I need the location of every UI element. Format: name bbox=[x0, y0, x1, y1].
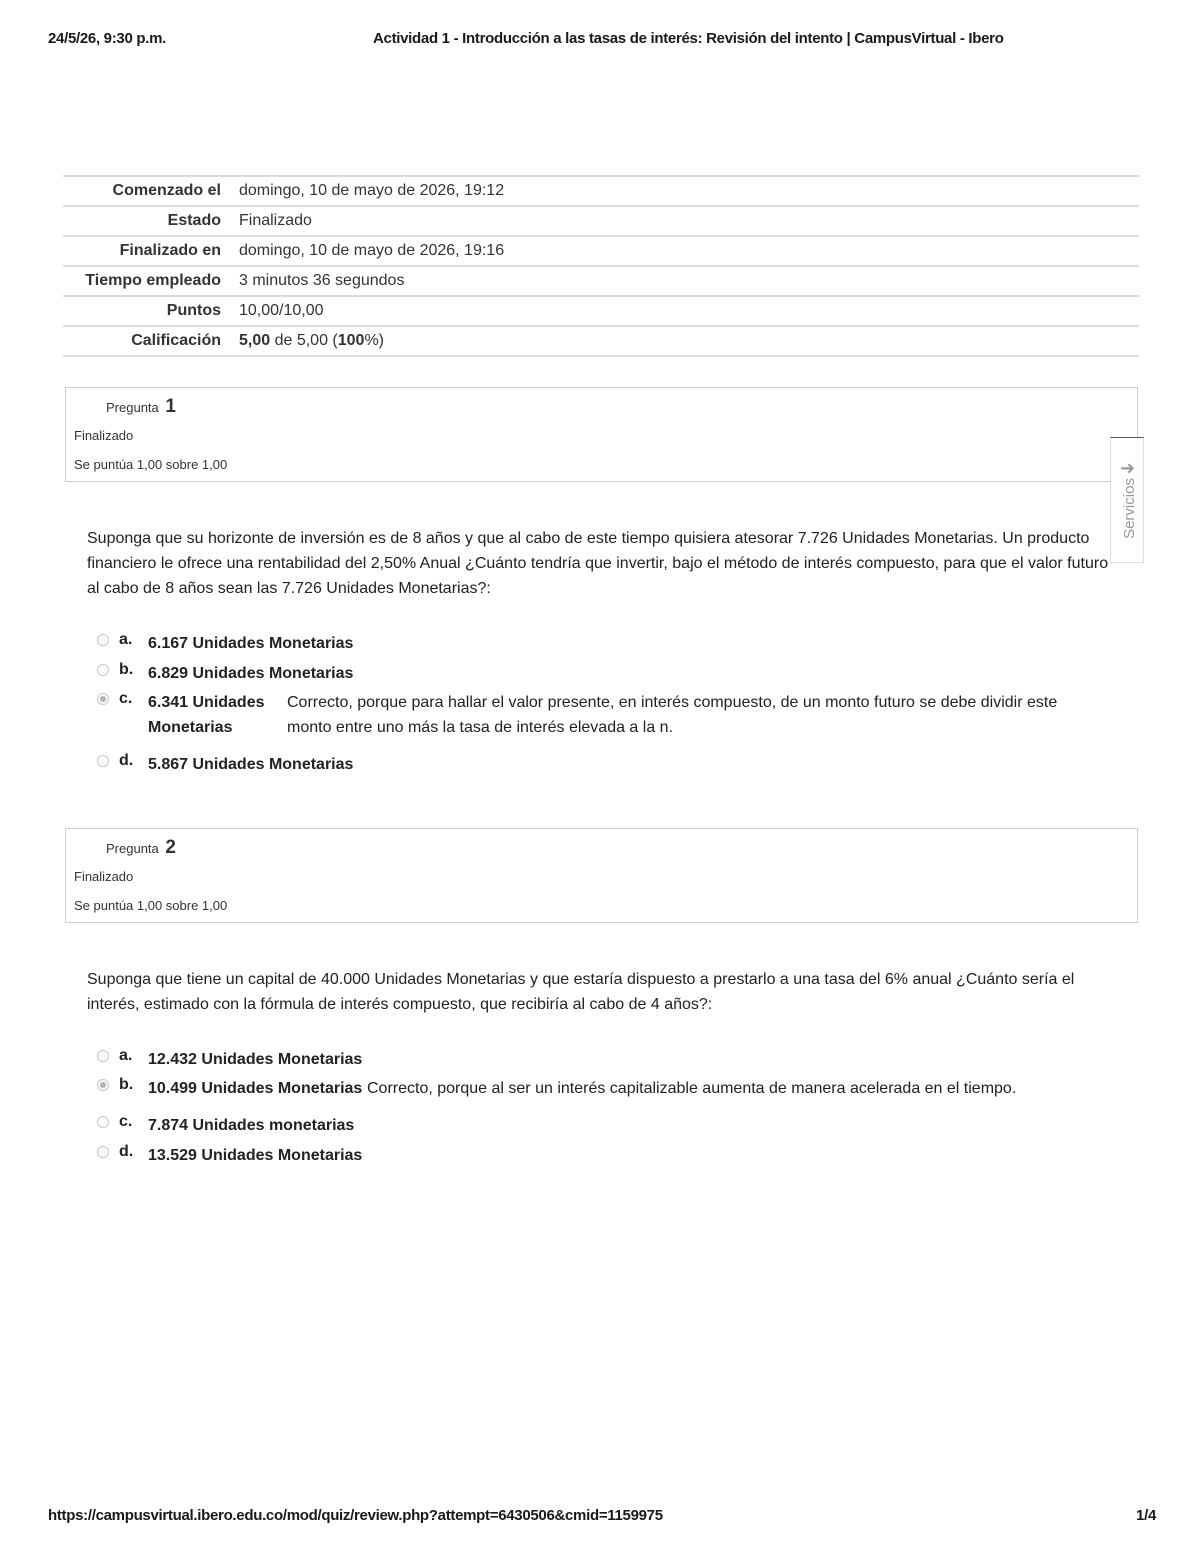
print-page-number: 1/4 bbox=[1136, 1507, 1156, 1524]
question-label: Pregunta bbox=[106, 841, 159, 856]
summary-row-grade bbox=[63, 326, 1139, 356]
answer-text: 7.874 Unidades monetarias bbox=[148, 1117, 355, 1134]
radio-button[interactable] bbox=[97, 755, 109, 767]
summary-label: Calificación bbox=[131, 332, 221, 349]
summary-row-state bbox=[63, 206, 1139, 236]
answer-feedback: Correcto, porque al ser un interés capitalizable aumenta de manera acelerada en el tiempo. bbox=[367, 1080, 1017, 1097]
summary-label: Finalizado en bbox=[119, 242, 221, 259]
question-1-text: Suponga que su horizonte de inversión es de 8 años y que al cabo de este tiempo quisiera atesorar 7.726 Unidades Monetarias. Un producto financiero le ofrece una rentabilidad del 2,50% Anual ¿Cuánto tendría que invertir, bajo el método de interés compuesto, para que el valor futuro al cabo de 8 años sean las 7.726 Unidades Monetarias?: bbox=[87, 530, 1109, 597]
radio-button[interactable] bbox=[97, 664, 109, 676]
answer-letter: d. bbox=[119, 1143, 134, 1160]
answer-text: 6.167 Unidades Monetarias bbox=[148, 635, 354, 652]
print-footer bbox=[48, 1507, 1156, 1527]
grade-percent: 100 bbox=[337, 332, 365, 349]
radio-button[interactable] bbox=[97, 1116, 109, 1128]
print-page-title: Actividad 1 - Introducción a las tasas de interés: Revisión del intento | CampusVirtual - Ibero bbox=[373, 30, 1004, 47]
question-number bbox=[106, 396, 176, 418]
summary-value: domingo, 10 de mayo de 2026, 19:12 bbox=[239, 182, 505, 199]
answer-letter: c. bbox=[119, 1113, 133, 1130]
print-date: 24/5/26, 9:30 p.m. bbox=[48, 30, 167, 47]
summary-value: 10,00/10,00 bbox=[239, 302, 324, 319]
answer-text: 12.432 Unidades Monetarias bbox=[148, 1051, 363, 1068]
answer-text: 6.829 Unidades Monetarias bbox=[148, 665, 354, 682]
answer-letter: c. bbox=[119, 690, 133, 707]
summary-label: Estado bbox=[167, 212, 221, 229]
summary-row-started bbox=[63, 176, 1139, 206]
answer-text: 13.529 Unidades Monetarias bbox=[148, 1147, 363, 1164]
attempt-summary-table bbox=[63, 175, 1139, 357]
print-header bbox=[48, 30, 1152, 50]
summary-row-time-taken bbox=[63, 266, 1139, 296]
answer-letter: d. bbox=[119, 752, 134, 769]
summary-label: Tiempo empleado bbox=[85, 272, 221, 289]
answer-text: 6.341 Unidades Monetarias bbox=[148, 694, 265, 736]
grade-max: de 5,00 ( bbox=[270, 332, 338, 349]
question-2-info bbox=[65, 828, 1138, 923]
grade-score: 5,00 bbox=[239, 332, 271, 349]
grade-percent-suffix: %) bbox=[364, 332, 385, 349]
question-number bbox=[106, 837, 176, 859]
answer-letter: a. bbox=[119, 631, 133, 648]
summary-row-points bbox=[63, 296, 1139, 326]
summary-row-finished bbox=[63, 236, 1139, 266]
print-url: https://campusvirtual.ibero.edu.co/mod/quiz/review.php?attempt=6430506&cmid=1159975 bbox=[48, 1507, 663, 1524]
answer-text: 5.867 Unidades Monetarias bbox=[148, 756, 354, 773]
summary-label: Comenzado el bbox=[112, 182, 221, 199]
summary-grade-value bbox=[237, 326, 1139, 356]
question-number-value: 1 bbox=[165, 396, 176, 417]
answer-feedback: Correcto, porque para hallar el valor presente, en interés compuesto, de un monto futuro se debe dividir este monto entre uno más la tasa de interés elevada a la n. bbox=[287, 694, 1058, 736]
question-state: Finalizado bbox=[74, 428, 134, 443]
summary-value: domingo, 10 de mayo de 2026, 19:16 bbox=[239, 242, 505, 259]
services-side-tab[interactable] bbox=[1110, 437, 1144, 563]
question-1-info bbox=[65, 387, 1138, 482]
radio-button[interactable] bbox=[97, 634, 109, 646]
answer-letter: a. bbox=[119, 1047, 133, 1064]
radio-button-checked[interactable] bbox=[97, 693, 109, 705]
question-grade: Se puntúa 1,00 sobre 1,00 bbox=[74, 457, 228, 472]
answer-letter: b. bbox=[119, 661, 134, 678]
question-number-value: 2 bbox=[165, 837, 176, 858]
question-state: Finalizado bbox=[74, 869, 134, 884]
answer-letter: b. bbox=[119, 1076, 134, 1093]
question-grade: Se puntúa 1,00 sobre 1,00 bbox=[74, 898, 228, 913]
question-label: Pregunta bbox=[106, 400, 159, 415]
services-label: Servicios bbox=[1120, 478, 1138, 539]
summary-value: 3 minutos 36 segundos bbox=[239, 272, 405, 289]
question-2-text: Suponga que tiene un capital de 40.000 Unidades Monetarias y que estaría dispuesto a prestarlo a una tasa del 6% anual ¿Cuánto sería el interés, estimado con la fórmula de interés compuesto, que recibiría al cabo de 4 años?: bbox=[87, 971, 1075, 1013]
radio-button[interactable] bbox=[97, 1050, 109, 1062]
summary-value: Finalizado bbox=[239, 212, 312, 229]
answer-text: 10.499 Unidades Monetarias bbox=[148, 1080, 363, 1097]
arrow-right-icon: ➜ bbox=[1120, 458, 1136, 478]
radio-button-checked[interactable] bbox=[97, 1079, 109, 1091]
radio-button[interactable] bbox=[97, 1146, 109, 1158]
summary-label: Puntos bbox=[166, 302, 221, 319]
